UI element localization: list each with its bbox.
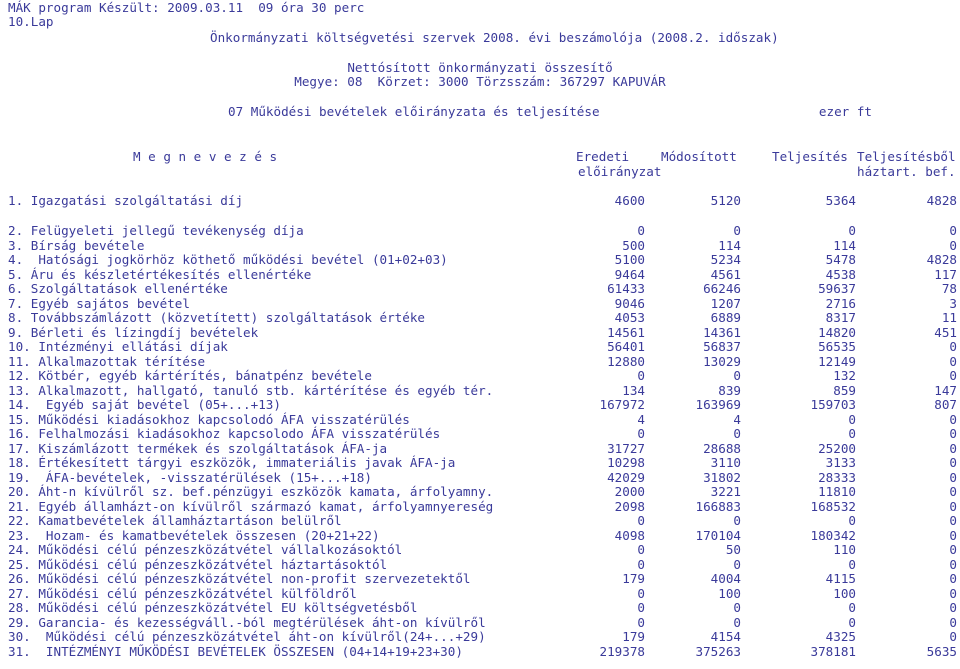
original-value: 4 [637,411,645,427]
modified-value: 375263 [695,643,741,659]
performance-value: 0 [848,513,856,528]
original-value: 56401 [607,339,645,354]
row-label: 19. ÁFA-bevételek, -visszatérülések (15+...+18) [8,469,372,485]
modified-value: 100 [718,585,741,601]
household-value: 0 [949,600,957,615]
col-performance-from-header: Teljesítésből [857,149,956,164]
performance-value: 59637 [818,281,856,296]
table-row [0,369,960,383]
row-label: 11. Alkalmazottak térítése [8,353,206,369]
household-value: 0 [949,237,957,253]
modified-value: 163969 [695,397,741,412]
row-label: 14. Egyéb saját bevétel (05+...+13) [8,397,281,412]
table-row [0,297,960,311]
table-row [0,485,960,499]
modified-value: 114 [718,237,741,253]
row-label: 30. Működési célú pénzeszközátvétel áht-on kívülről(24+...+29) [8,629,486,644]
modified-value: 28688 [703,440,741,456]
table-row [0,355,960,369]
original-value: 42029 [607,469,645,485]
table-row [0,398,960,412]
household-value: 4828 [926,193,957,208]
table-row [0,340,960,354]
page-number: 10.Lap [8,14,54,29]
original-value: 0 [637,600,645,615]
household-value: 117 [934,266,957,282]
household-value: 0 [949,498,957,514]
modified-value: 0 [733,426,741,441]
original-value: 179 [622,571,645,586]
modified-value: 56837 [703,339,741,354]
row-label: 22. Kamatbevételek államháztartáson belülről [8,513,342,528]
modified-value: 6889 [710,310,741,325]
performance-value: 2716 [825,295,856,311]
original-value: 219378 [599,643,645,659]
performance-value: 5364 [825,193,856,208]
household-value: 0 [949,469,957,485]
table-row [0,630,960,644]
table-row [0,529,960,543]
modified-value: 4004 [710,571,741,586]
table-row [0,384,960,398]
household-value: 147 [934,382,957,398]
modified-value: 0 [733,513,741,528]
row-label: 4. Hatósági jogkörhöz köthető működési bevétel (01+02+03) [8,252,448,267]
household-value: 0 [949,339,957,354]
modified-value: 0 [733,614,741,630]
original-value: 10298 [607,455,645,470]
row-label: 26. Működési célú pénzeszközátvétel non-profit szervezetektől [8,571,471,586]
original-value: 14561 [607,324,645,340]
program-line: MÁK program Készült: 2009.03.11 09 óra 30 perc [8,0,365,15]
row-label: 21. Egyéb államházt-on kívülről származó kamat, árfolyamnyereség [8,498,494,514]
performance-value: 100 [833,585,856,601]
modified-value: 50 [725,542,741,557]
performance-value: 11810 [818,484,856,499]
household-value: 451 [934,324,957,340]
report-title: Önkormányzati költségvetési szervek 2008. évi beszámolója (2008.2. időszak) [210,30,779,45]
original-value: 167972 [599,397,645,412]
section-title: 07 Működési bevételek előirányzata és teljesítése [228,104,600,119]
original-value: 4600 [614,193,645,208]
row-label: 20. Áht-n kívülről sz. bef.pénzügyi eszközök kamata, árfolyamny. [8,484,494,499]
table-row [0,442,960,456]
table-row [0,268,960,282]
household-value: 11 [941,310,957,325]
household-value: 0 [949,411,957,427]
household-value: 0 [949,455,957,470]
original-value: 2098 [614,498,645,514]
col-name-header: M e g n e v e z é s [133,149,278,164]
performance-value: 0 [848,426,856,441]
table-row [0,413,960,427]
row-label: 3. Bírság bevétele [8,237,145,253]
performance-value: 114 [833,237,856,253]
performance-value: 0 [848,223,856,238]
col-household-header: háztart. bef. [857,164,956,179]
household-value: 0 [949,484,957,499]
table-row [0,194,960,208]
household-value: 0 [949,223,957,238]
row-label: 1. Igazgatási szolgáltatási díj [8,193,244,208]
performance-value: 0 [848,556,856,572]
performance-value: 56535 [818,339,856,354]
original-value: 0 [637,426,645,441]
col-appropriation-header: előirányzat [578,164,662,179]
original-value: 4053 [614,310,645,325]
row-label: 24. Működési célú pénzeszközátvétel vállalkozásoktól [8,542,403,557]
household-value: 5635 [926,643,957,659]
performance-value: 3133 [825,455,856,470]
performance-value: 28333 [818,469,856,485]
original-value: 0 [637,542,645,557]
household-value: 0 [949,629,957,644]
table-row [0,645,960,659]
modified-value: 13029 [703,353,741,369]
performance-value: 0 [848,600,856,615]
modified-value: 170104 [695,527,741,543]
performance-value: 4325 [825,629,856,644]
row-label: 16. Felhalmozási kiadásokhoz kapcsolodo ÁFA visszatérülés [8,426,441,441]
table-row [0,471,960,485]
table-row [0,500,960,514]
modified-value: 4561 [710,266,741,282]
row-label: 28. Működési célú pénzeszközátvétel EU költségvetésből [8,600,418,615]
col-modified-header: Módosított [661,149,737,164]
row-label: 9. Bérleti és lízingdíj bevételek [8,324,259,340]
modified-value: 166883 [695,498,741,514]
table-row [0,587,960,601]
original-value: 5100 [614,252,645,267]
original-value: 0 [637,585,645,601]
col-original-header: Eredeti [576,149,630,164]
table-row [0,282,960,296]
row-label: 5. Áru és készletértékesítés ellenértéke [8,266,312,282]
table-row [0,543,960,557]
household-value: 0 [949,571,957,586]
table-row [0,616,960,630]
performance-value: 168532 [810,498,856,514]
performance-value: 180342 [810,527,856,543]
row-label: 15. Működési kiadásokhoz kapcsolodó ÁFA visszatérülés [8,411,410,427]
household-value: 0 [949,368,957,383]
table-row [0,239,960,253]
original-value: 134 [622,382,645,398]
unit-label: ezer ft [818,104,872,119]
location-line: Megye: 08 Körzet: 3000 Törzsszám: 367297 KAPUVÁR [294,74,666,89]
row-label: 2. Felügyeleti jellegű tevékenység díja [8,223,304,238]
household-value: 4828 [926,252,957,267]
performance-value: 0 [848,411,856,427]
household-value: 0 [949,585,957,601]
original-value: 0 [637,614,645,630]
table-row [0,558,960,572]
performance-value: 859 [833,382,856,398]
original-value: 500 [622,237,645,253]
original-value: 9046 [614,295,645,311]
table-row [0,456,960,470]
performance-value: 132 [833,368,856,383]
modified-value: 839 [718,382,741,398]
row-label: 31. INTÉZMÉNYI MŰKÖDÉSI BEVÉTELEK ÖSSZESEN (04+14+19+23+30) [8,643,463,659]
col-performance-header: Teljesítés [772,149,848,164]
modified-value: 0 [733,556,741,572]
modified-value: 3110 [710,455,741,470]
row-label: 6. Szolgáltatások ellenértéke [8,281,228,296]
row-label: 29. Garancia- és kezességváll.-ból megtérülések áht-on kívülről [8,614,486,630]
modified-value: 4154 [710,629,741,644]
original-value: 0 [637,223,645,238]
original-value: 0 [637,556,645,572]
household-value: 0 [949,527,957,543]
table-row [0,572,960,586]
performance-value: 25200 [818,440,856,456]
performance-value: 12149 [818,353,856,369]
household-value: 0 [949,556,957,572]
original-value: 9464 [614,266,645,282]
original-value: 61433 [607,281,645,296]
original-value: 4098 [614,527,645,543]
household-value: 0 [949,426,957,441]
table-row [0,224,960,238]
table-row [0,514,960,528]
table-row [0,253,960,267]
row-label: 12. Kötbér, egyéb kártérítés, bánatpénz bevétele [8,368,372,383]
modified-value: 0 [733,600,741,615]
row-label: 17. Kiszámlázott termékek és szolgáltatások ÁFA-ja [8,440,388,456]
household-value: 0 [949,513,957,528]
modified-value: 31802 [703,469,741,485]
household-value: 0 [949,614,957,630]
original-value: 12880 [607,353,645,369]
original-value: 179 [622,629,645,644]
performance-value: 0 [848,614,856,630]
performance-value: 378181 [810,643,856,659]
table-row [0,311,960,325]
performance-value: 14820 [818,324,856,340]
row-label: 8. Továbbszámlázott (közvetített) szolgáltatások értéke [8,310,426,325]
row-label: 10. Intézményi ellátási díjak [8,339,228,354]
original-value: 2000 [614,484,645,499]
modified-value: 3221 [710,484,741,499]
modified-value: 66246 [703,281,741,296]
performance-value: 8317 [825,310,856,325]
modified-value: 5120 [710,193,741,208]
row-label: 23. Hozam- és kamatbevételek összesen (20+21+22) [8,527,380,543]
performance-value: 4115 [825,571,856,586]
performance-value: 159703 [810,397,856,412]
household-value: 0 [949,542,957,557]
household-value: 0 [949,353,957,369]
modified-value: 5234 [710,252,741,267]
original-value: 0 [637,368,645,383]
table-row [0,427,960,441]
table-row [0,601,960,615]
household-value: 78 [941,281,957,296]
modified-value: 14361 [703,324,741,340]
row-label: 18. Értékesített tárgyi eszközök, immateriális javak ÁFA-ja [8,455,456,470]
row-label: 27. Működési célú pénzeszközátvétel külföldről [8,585,357,601]
performance-value: 5478 [825,252,856,267]
performance-value: 110 [833,542,856,557]
household-value: 0 [949,440,957,456]
modified-value: 0 [733,223,741,238]
modified-value: 0 [733,368,741,383]
report-subtitle: Nettósított önkormányzati összesítő [347,60,613,75]
table-row [0,326,960,340]
row-label: 13. Alkalmazott, hallgató, tanuló stb. kártérítése és egyéb tér. [8,382,494,398]
row-label: 7. Egyéb sajátos bevétel [8,295,190,311]
row-label: 25. Működési célú pénzeszközátvétel háztartásoktól [8,556,388,572]
household-value: 807 [934,397,957,412]
modified-value: 1207 [710,295,741,311]
original-value: 31727 [607,440,645,456]
modified-value: 4 [733,411,741,427]
performance-value: 4538 [825,266,856,282]
original-value: 0 [637,513,645,528]
household-value: 3 [949,295,957,311]
